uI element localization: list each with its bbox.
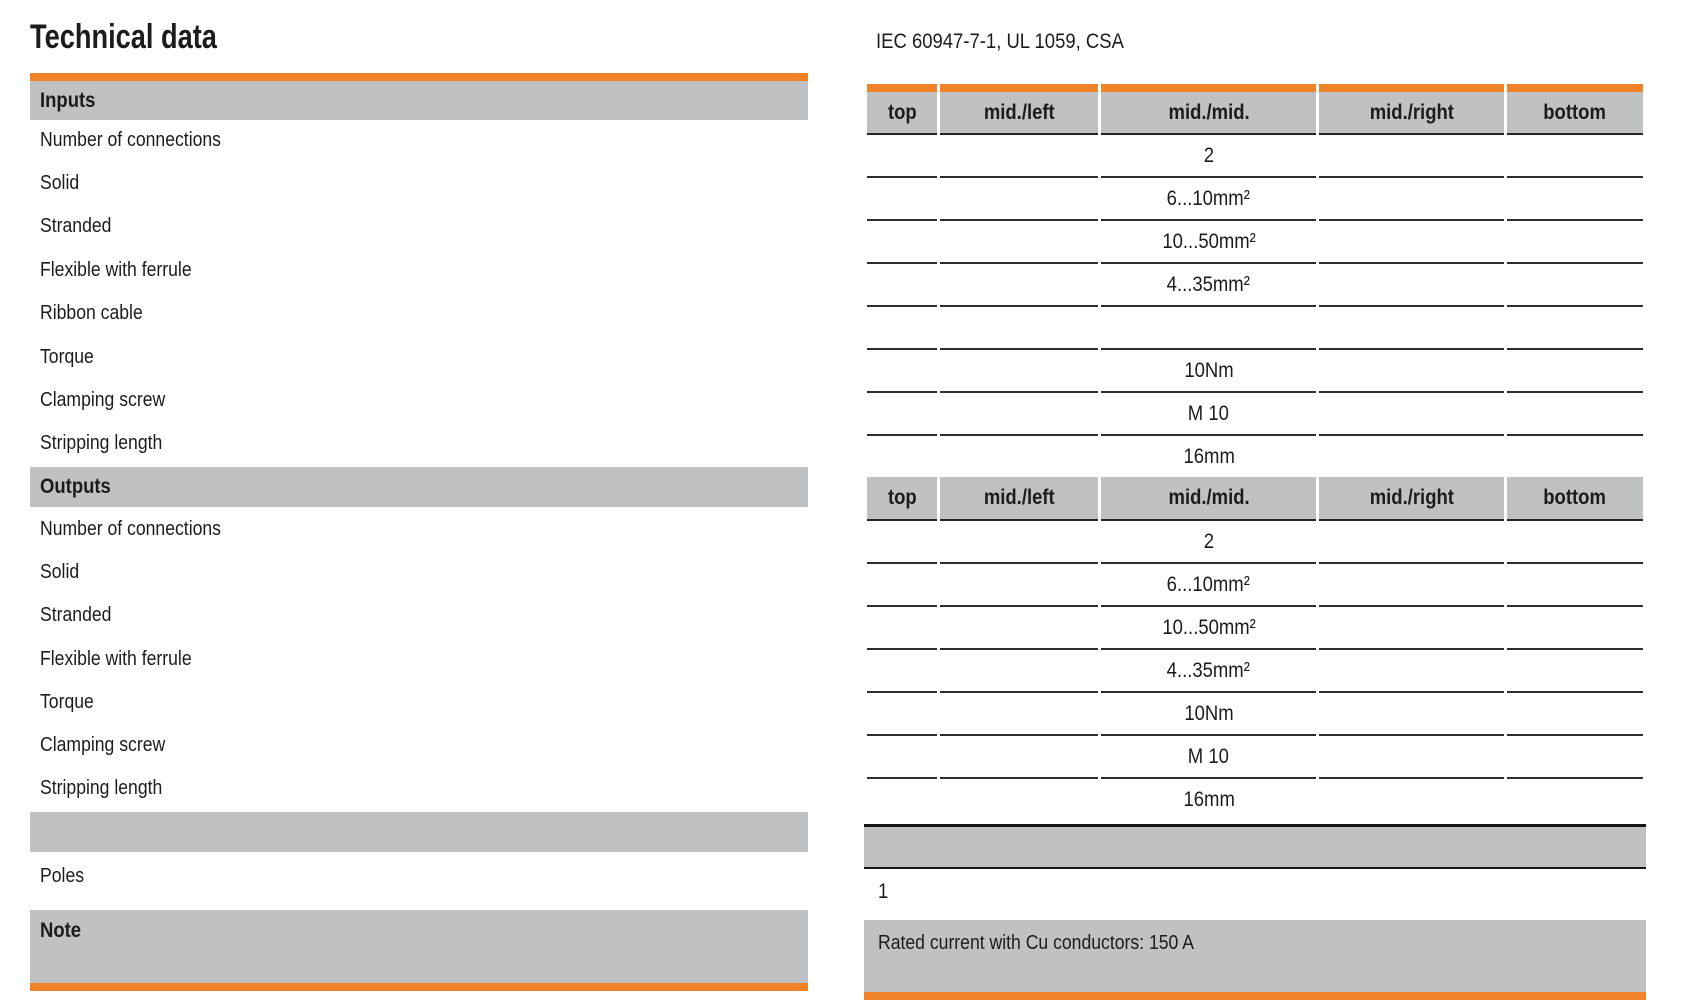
col-header-mid-left: mid./left	[940, 477, 1098, 521]
inputs-value-row-solid	[867, 178, 1643, 221]
value-cell: 2	[1101, 521, 1316, 564]
value-cell: 4...35mm²	[1101, 650, 1316, 693]
value-cell	[1101, 307, 1316, 350]
col-header-bottom: bottom	[1507, 477, 1643, 521]
right-spacer-row	[864, 824, 1646, 869]
outputs-value-row-solid	[867, 564, 1643, 607]
col-header-top: top	[867, 84, 937, 135]
row-label-inputs-flexible: Flexible with ferrule	[40, 259, 192, 281]
poles-label: Poles	[40, 865, 85, 887]
inputs-spec-table	[864, 84, 1646, 477]
col-header-mid-right: mid./right	[1319, 84, 1504, 135]
note-section-header	[30, 910, 808, 983]
inputs-table-header-row	[867, 84, 1643, 135]
row-label-inputs-connections: Number of connections	[40, 129, 221, 151]
outputs-value-row-torque	[867, 693, 1643, 736]
row-label-outputs-torque: Torque	[40, 691, 94, 713]
row-label-inputs-clamping: Clamping screw	[40, 389, 166, 411]
standards-text: IEC 60947-7-1, UL 1059, CSA	[876, 30, 1124, 53]
note-text: Rated current with Cu conductors: 150 A	[878, 932, 1195, 954]
note-section-label: Note	[40, 919, 82, 942]
value-cell: 4...35mm²	[1101, 264, 1316, 307]
outputs-section-label: Outputs	[40, 475, 111, 498]
col-header-mid-left: mid./left	[940, 84, 1098, 135]
value-cell: 10Nm	[1101, 350, 1316, 393]
outputs-value-row-clamping	[867, 736, 1643, 779]
row-label-inputs-stranded: Stranded	[40, 215, 112, 237]
col-header-mid-mid: mid./mid.	[1101, 84, 1316, 135]
row-label-outputs-flexible: Flexible with ferrule	[40, 648, 192, 670]
value-cell: 10Nm	[1101, 693, 1316, 736]
row-label-outputs-connections: Number of connections	[40, 518, 221, 540]
outputs-section-header	[30, 467, 808, 507]
right-panel	[864, 0, 1646, 1008]
inputs-value-row-ribbon	[867, 307, 1643, 350]
outputs-spec-table	[864, 477, 1646, 820]
row-label-inputs-stripping: Stripping length	[40, 432, 163, 454]
inputs-value-row-clamping	[867, 393, 1643, 436]
page-title	[30, 18, 264, 57]
left-spacer-bar	[30, 812, 808, 852]
row-label-inputs-solid: Solid	[40, 172, 80, 194]
row-label-outputs-solid: Solid	[40, 561, 80, 583]
value-cell: 10...50mm²	[1101, 221, 1316, 264]
page-title-text: Technical data	[30, 18, 217, 56]
inputs-value-row-stranded	[867, 221, 1643, 264]
left-panel	[30, 0, 808, 1008]
col-header-mid-mid: mid./mid.	[1101, 477, 1316, 521]
poles-value: 1	[878, 880, 889, 903]
inputs-section-label: Inputs	[40, 89, 96, 112]
value-cell: 6...10mm²	[1101, 178, 1316, 221]
value-cell: 6...10mm²	[1101, 564, 1316, 607]
row-label-outputs-stripping: Stripping length	[40, 777, 163, 799]
inputs-value-row-torque	[867, 350, 1643, 393]
inputs-value-row-flexible	[867, 264, 1643, 307]
outputs-value-row-stripping	[867, 779, 1643, 820]
outputs-value-row-stranded	[867, 607, 1643, 650]
inputs-value-row-connections	[867, 135, 1643, 178]
inputs-section-header	[30, 81, 808, 120]
right-bottom-accent-bar	[864, 992, 1646, 1000]
value-cell: M 10	[1101, 736, 1316, 779]
outputs-table-header-row	[867, 477, 1643, 521]
row-label-outputs-clamping: Clamping screw	[40, 734, 166, 756]
col-header-mid-right: mid./right	[1319, 477, 1504, 521]
outputs-value-row-connections	[867, 521, 1643, 564]
inputs-value-row-stripping	[867, 436, 1643, 477]
note-value-bar	[864, 920, 1646, 992]
col-header-bottom: bottom	[1507, 84, 1643, 135]
value-cell: 2	[1101, 135, 1316, 178]
row-label-outputs-stranded: Stranded	[40, 604, 112, 626]
outputs-value-row-flexible	[867, 650, 1643, 693]
row-label-inputs-torque: Torque	[40, 346, 94, 368]
value-cell: 10...50mm²	[1101, 607, 1316, 650]
left-bottom-accent-bar	[30, 983, 808, 991]
row-label-inputs-ribbon: Ribbon cable	[40, 302, 143, 324]
col-header-top: top	[867, 477, 937, 521]
value-cell: 16mm	[1183, 788, 1235, 811]
left-top-accent-bar	[30, 73, 808, 81]
value-cell: 16mm	[1183, 445, 1235, 468]
value-cell: M 10	[1101, 393, 1316, 436]
